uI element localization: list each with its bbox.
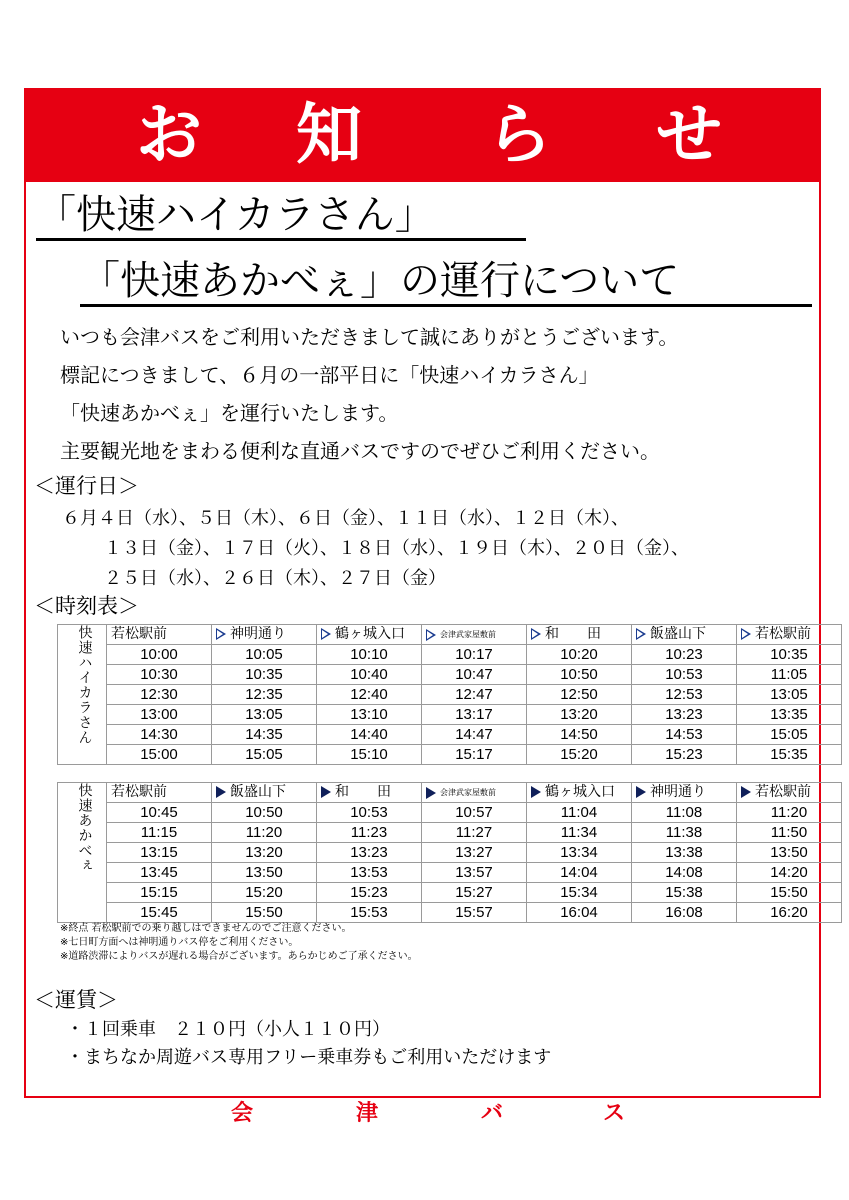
departure-time: 15:53 [317, 903, 422, 923]
stop-header [107, 783, 212, 803]
intro-line: 「快速あかべぇ」を運行いたします。 [60, 401, 399, 425]
departure-time: 10:30 [107, 665, 212, 685]
stop-name: 鶴ヶ城入口 [335, 626, 405, 642]
departure-time: 11:08 [632, 803, 737, 823]
intro-paragraph [60, 318, 678, 470]
departure-time: 13:38 [632, 843, 737, 863]
direction-arrow-icon [636, 786, 646, 798]
departure-time: 14:47 [422, 725, 527, 745]
departure-time: 14:30 [107, 725, 212, 745]
operating-days-list [62, 504, 689, 594]
departure-time: 15:35 [737, 745, 842, 765]
departure-time: 14:50 [527, 725, 632, 745]
intro-line: いつも会津バスをご利用いただきまして誠にありがとうございます。 [60, 325, 679, 349]
departure-time: 13:05 [737, 685, 842, 705]
stop-header [632, 625, 737, 645]
stop-header [422, 783, 527, 803]
timetable-notes [60, 922, 418, 964]
departure-time: 13:10 [317, 705, 422, 725]
departure-time: 11:04 [527, 803, 632, 823]
departure-time: 13:05 [212, 705, 317, 725]
departure-time: 15:27 [422, 883, 527, 903]
stop-name: 飯盛山下 [650, 626, 706, 642]
departure-time: 12:53 [632, 685, 737, 705]
operating-days-heading: ＜運行日＞ [34, 474, 139, 498]
departure-time: 15:23 [632, 745, 737, 765]
banner-char: お [136, 96, 202, 173]
departure-time: 15:17 [422, 745, 527, 765]
departure-time: 11:20 [212, 823, 317, 843]
stop-header [212, 625, 317, 645]
route-name-label: 快速あかべぇ [58, 783, 107, 923]
departure-time: 11:50 [737, 823, 842, 843]
stop-name: 和 田 [545, 626, 601, 642]
intro-line: 主要観光地をまわる便利な直通バスですのでぜひご利用ください。 [60, 439, 660, 463]
akabe-timetable [57, 782, 842, 923]
footer-char: 津 [356, 1101, 379, 1126]
stop-header [632, 783, 737, 803]
footer-company [26, 1100, 819, 1132]
departure-time: 10:57 [422, 803, 527, 823]
departure-time: 15:50 [737, 883, 842, 903]
departure-time: 11:34 [527, 823, 632, 843]
departure-time: 13:34 [527, 843, 632, 863]
direction-arrow-icon [426, 787, 436, 799]
table-row [58, 843, 842, 863]
stop-header [527, 783, 632, 803]
departure-time: 11:05 [737, 665, 842, 685]
table-row [58, 685, 842, 705]
footer-char: ス [603, 1101, 626, 1126]
departure-time: 10:40 [317, 665, 422, 685]
departure-time: 13:27 [422, 843, 527, 863]
title-line-2: 「快速あかべぇ」の運行について [80, 258, 812, 307]
departure-time: 10:53 [317, 803, 422, 823]
timetable-heading: ＜時刻表＞ [34, 594, 139, 618]
departure-time: 10:45 [107, 803, 212, 823]
operating-days-line: ２５日（水）、２６日（木）、２７日（金） [104, 568, 446, 589]
departure-time: 15:20 [212, 883, 317, 903]
departure-time: 13:15 [107, 843, 212, 863]
departure-time: 10:10 [317, 645, 422, 665]
departure-time: 16:04 [527, 903, 632, 923]
departure-time: 12:40 [317, 685, 422, 705]
departure-time: 15:23 [317, 883, 422, 903]
fare-line: ・１回乗車 ２１０円（小人１１０円） [66, 1019, 390, 1040]
stop-name: 若松駅前 [111, 626, 167, 642]
stop-header [317, 783, 422, 803]
departure-time: 15:45 [107, 903, 212, 923]
departure-time: 13:20 [527, 705, 632, 725]
stop-name: 会津武家屋敷前 [440, 630, 496, 639]
direction-arrow-icon [216, 628, 226, 640]
departure-time: 10:23 [632, 645, 737, 665]
departure-time: 13:35 [737, 705, 842, 725]
note-line: ※終点 若松駅前での乗り越しはできませんのでご注意ください。 [60, 923, 352, 934]
stop-header [737, 625, 842, 645]
departure-time: 10:20 [527, 645, 632, 665]
haikara-timetable [57, 624, 842, 765]
table-row [58, 863, 842, 883]
departure-time: 12:30 [107, 685, 212, 705]
departure-time: 14:04 [527, 863, 632, 883]
departure-time: 13:20 [212, 843, 317, 863]
departure-time: 13:23 [632, 705, 737, 725]
banner-char: ら [486, 96, 552, 173]
direction-arrow-icon [741, 786, 751, 798]
table-row [58, 903, 842, 923]
departure-time: 14:08 [632, 863, 737, 883]
departure-time: 10:35 [212, 665, 317, 685]
departure-time: 14:35 [212, 725, 317, 745]
stop-name: 和 田 [335, 784, 391, 800]
departure-time: 13:53 [317, 863, 422, 883]
departure-time: 16:20 [737, 903, 842, 923]
stop-header [107, 625, 212, 645]
departure-time: 15:05 [212, 745, 317, 765]
timetable-header-row [58, 783, 842, 803]
stop-name: 鶴ヶ城入口 [545, 784, 615, 800]
departure-time: 11:38 [632, 823, 737, 843]
departure-time: 15:00 [107, 745, 212, 765]
route-name-label: 快速ハイカラさん [58, 625, 107, 765]
note-line: ※七日町方面へは神明通りバス停をご利用ください。 [60, 937, 299, 948]
departure-time: 10:53 [632, 665, 737, 685]
departure-time: 15:34 [527, 883, 632, 903]
stop-header [212, 783, 317, 803]
departure-time: 12:50 [527, 685, 632, 705]
direction-arrow-icon [321, 628, 331, 640]
departure-time: 15:50 [212, 903, 317, 923]
table-row [58, 705, 842, 725]
stop-name: 若松駅前 [755, 784, 811, 800]
stop-name: 飯盛山下 [230, 784, 286, 800]
footer-char: 会 [231, 1101, 254, 1126]
direction-arrow-icon [531, 628, 541, 640]
direction-arrow-icon [741, 628, 751, 640]
direction-arrow-icon [636, 628, 646, 640]
stop-name: 神明通り [230, 626, 286, 642]
operating-days-line: ６月４日（水）、５日（木）、６日（金）、１１日（水）、１２日（木）、 [62, 508, 629, 529]
operating-days-line: １３日（金）、１７日（火）、１８日（水）、１９日（木）、２０日（金）、 [104, 538, 689, 559]
departure-time: 12:47 [422, 685, 527, 705]
departure-time: 10:17 [422, 645, 527, 665]
timetable-header-row [58, 625, 842, 645]
table-row [58, 823, 842, 843]
table-row [58, 645, 842, 665]
stop-name: 神明通り [650, 784, 706, 800]
title-line-1: 「快速ハイカラさん」 [36, 192, 526, 241]
departure-time: 11:20 [737, 803, 842, 823]
departure-time: 10:50 [527, 665, 632, 685]
departure-time: 10:35 [737, 645, 842, 665]
direction-arrow-icon [531, 786, 541, 798]
departure-time: 15:05 [737, 725, 842, 745]
stop-header [737, 783, 842, 803]
departure-time: 14:53 [632, 725, 737, 745]
stop-name: 会津武家屋敷前 [440, 788, 496, 797]
departure-time: 15:10 [317, 745, 422, 765]
departure-time: 15:15 [107, 883, 212, 903]
note-line: ※道路渋滞によりバスが遅れる場合がございます。あらかじめご了承ください。 [60, 951, 418, 962]
departure-time: 10:00 [107, 645, 212, 665]
departure-time: 13:17 [422, 705, 527, 725]
banner-char: せ [656, 96, 722, 173]
intro-line: 標記につきまして、６月の一部平日に「快速ハイカラさん」 [60, 363, 599, 387]
fare-list [66, 1016, 551, 1072]
departure-time: 11:15 [107, 823, 212, 843]
departure-time: 13:00 [107, 705, 212, 725]
departure-time: 15:38 [632, 883, 737, 903]
table-row [58, 665, 842, 685]
stop-header [422, 625, 527, 645]
direction-arrow-icon [426, 629, 436, 641]
departure-time: 14:40 [317, 725, 422, 745]
table-row [58, 745, 842, 765]
departure-time: 14:20 [737, 863, 842, 883]
stop-name: 若松駅前 [755, 626, 811, 642]
stop-header [527, 625, 632, 645]
fare-line: ・まちなか周遊バス専用フリー乗車券もご利用いただけます [66, 1047, 552, 1068]
departure-time: 10:05 [212, 645, 317, 665]
direction-arrow-icon [321, 786, 331, 798]
departure-time: 15:57 [422, 903, 527, 923]
departure-time: 13:45 [107, 863, 212, 883]
departure-time: 13:50 [212, 863, 317, 883]
departure-time: 12:35 [212, 685, 317, 705]
table-row [58, 803, 842, 823]
table-row [58, 883, 842, 903]
footer-char: バ [481, 1101, 504, 1126]
departure-time: 11:27 [422, 823, 527, 843]
banner-char: 知 [296, 96, 362, 173]
departure-time: 11:23 [317, 823, 422, 843]
departure-time: 13:23 [317, 843, 422, 863]
stop-name: 若松駅前 [111, 784, 167, 800]
banner-heading [26, 90, 819, 182]
table-row [58, 725, 842, 745]
departure-time: 16:08 [632, 903, 737, 923]
departure-time: 10:50 [212, 803, 317, 823]
direction-arrow-icon [216, 786, 226, 798]
departure-time: 13:57 [422, 863, 527, 883]
departure-time: 13:50 [737, 843, 842, 863]
stop-header [317, 625, 422, 645]
fare-heading: ＜運賃＞ [34, 988, 118, 1012]
departure-time: 10:47 [422, 665, 527, 685]
departure-time: 15:20 [527, 745, 632, 765]
